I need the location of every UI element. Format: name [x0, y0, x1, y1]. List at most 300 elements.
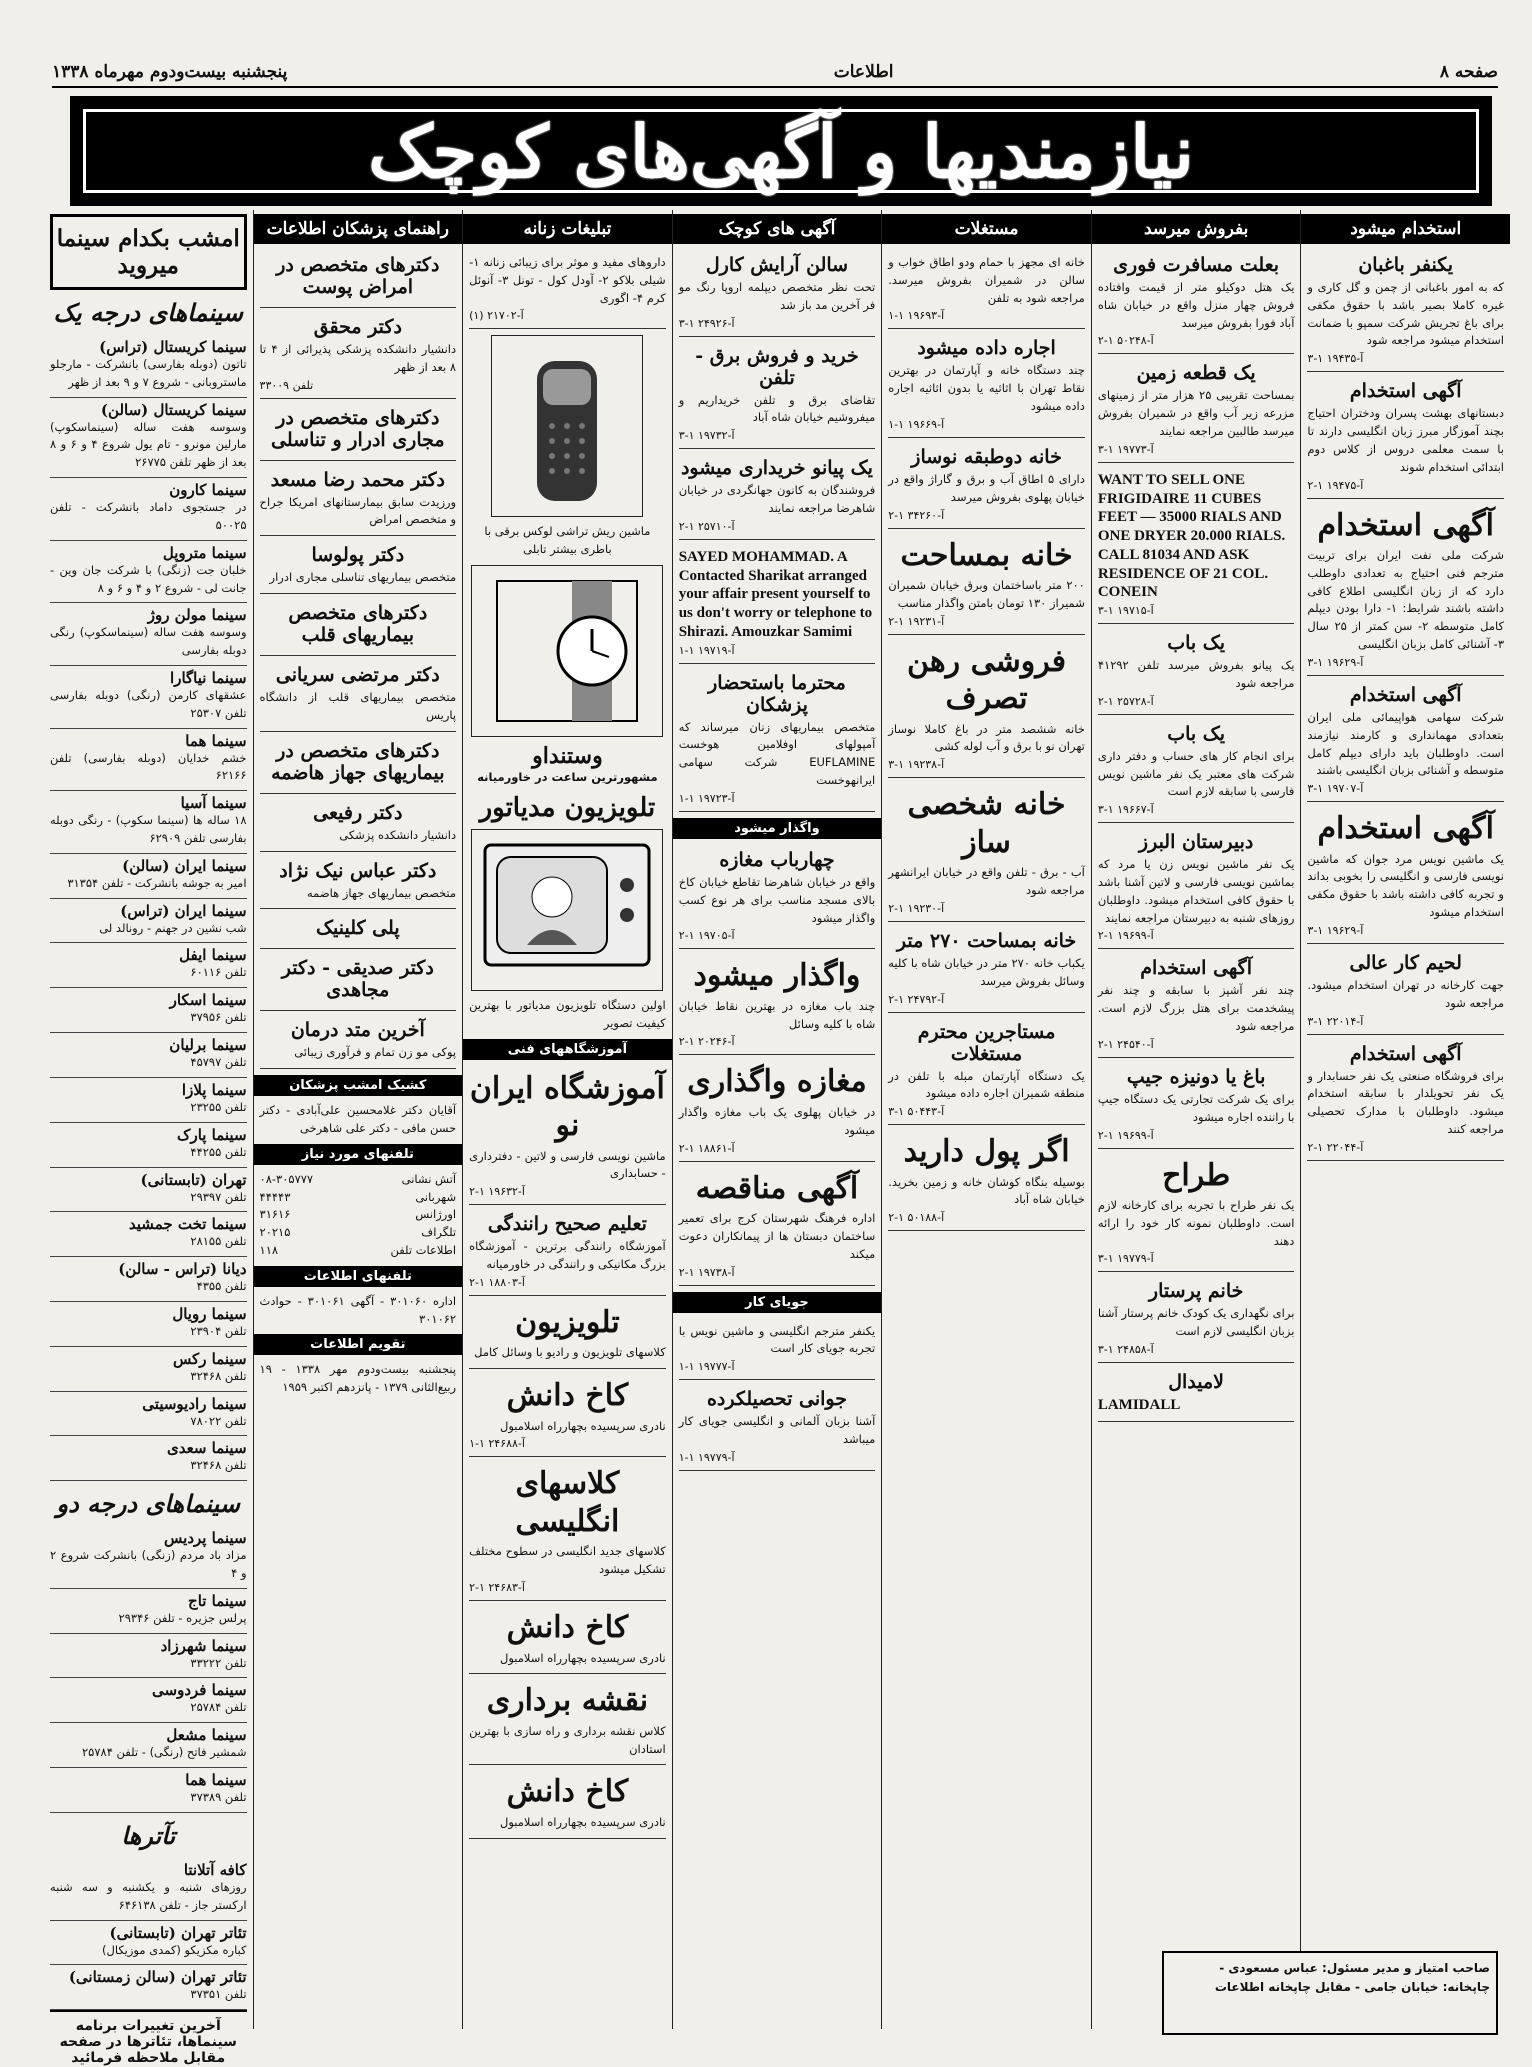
- watch-caption: مشهورترین ساعت در خاورمیانه: [477, 770, 658, 785]
- cinema-listing: [50, 1858, 247, 1921]
- ad-title: دکتر پولوسا: [311, 544, 405, 567]
- ad-title: دکترهای متخصص در مجاری ادرار و تناسلی: [271, 406, 445, 451]
- ad-block: [888, 1129, 1085, 1231]
- column-header: استخدام میشود: [1301, 214, 1510, 244]
- ad-title: جوانی تحصیلکرده: [706, 1388, 847, 1411]
- ad-block: [1098, 250, 1295, 354]
- ad-block: [1307, 948, 1504, 1035]
- cinema-listing: [50, 1212, 247, 1257]
- column-small-ads: [672, 210, 882, 2029]
- ad-block: [260, 465, 457, 537]
- ad-block: [679, 250, 876, 337]
- ad-title: یک باب: [1167, 632, 1226, 655]
- ad-code: ۲-۱ ۲۴۶۸۳-آ: [469, 1581, 525, 1594]
- ad-title: آگهی استخدام: [1349, 1042, 1462, 1065]
- ad-block: [679, 668, 876, 812]
- ad-text: برای نگهداری یک کودک خانم پرستار آشنا بزبان انگلیسی لازم است: [1097, 1306, 1295, 1339]
- cinema-program: تلفن ۳۲۴۶۸: [190, 1368, 247, 1383]
- ad-block: [260, 1015, 457, 1069]
- ad-code: ۲-۱ ۲۲۰۴۴-آ: [1307, 1140, 1364, 1154]
- tv-illustration: [471, 829, 663, 991]
- ad-title: لحیم کار عالی: [1349, 951, 1462, 974]
- cinema-listing: [50, 335, 247, 398]
- ad-text: یک نفر طراح با تجربه برای کارخانه لازم است. داوطلبان نمونه کار خود را ارائه دهند: [1097, 1198, 1295, 1248]
- ad-text: یکنفر مترجم انگلیسی و ماشین نویس با تجربه جویای کار است: [678, 1323, 876, 1356]
- ad-text: متخصص بیماریهای زنان میرساند که آمپولهای اوفلامین هوخست EUFLAMINE شرکت سهامی ایرانهوخست: [678, 719, 876, 788]
- ad-text: دانشیار دانشکده پزشکی پذیرائی از ۴ تا ۸ بعد از ظهر: [259, 342, 457, 374]
- ad-block: [260, 736, 457, 794]
- cinema-program: تلفن ۳۷۳۵۱: [190, 1987, 247, 2002]
- ad-code: ۳-۱ ۱۹۷۰۷-آ: [1307, 782, 1364, 796]
- ad-block: [1098, 358, 1295, 462]
- column-header: راهنمای پزشکان اطلاعات: [254, 214, 463, 244]
- section-header: کشیک امشب پزشکان: [254, 1075, 463, 1096]
- cinema-listing: [50, 1634, 247, 1679]
- ad-code: ۲-۱ ۲۰۲۴۶-آ: [678, 1035, 735, 1049]
- cinema-program: ۱۸ ساله ها (سینما سکوپ) - رنگی دوبله بفارسی تلفن ۶۲۹۰۹: [49, 813, 247, 845]
- cinema-name: سینما کارون: [169, 481, 247, 500]
- ad-title: مغازه واگذاری: [687, 1064, 867, 1100]
- ad-text: فروشندگان به کانون جهانگردی در خیابان شاهرضا مراجعه نمایند: [678, 483, 876, 516]
- ad-title: طراح: [1162, 1157, 1231, 1193]
- column-header: مستغلات: [882, 214, 1091, 244]
- ad-block: [1307, 806, 1504, 944]
- ad-title: محترما باستحضار پزشکان: [708, 671, 846, 716]
- ad-block: [260, 798, 457, 852]
- cinema-list-first-class: [50, 335, 247, 1481]
- ad-text: نادری سرپسیده بچهارراه اسلامبول: [499, 1814, 666, 1829]
- ad-code: ۳-۱ ۲۴۹۲۶-آ: [678, 316, 735, 330]
- column-cinemas: [44, 210, 253, 2067]
- ad-block: [1098, 1062, 1295, 1149]
- cinema-name: سینما ایران (سالن): [122, 856, 247, 875]
- ad-block: [1098, 1276, 1295, 1363]
- section-header: آموزشگاههای فنی: [463, 1039, 672, 1060]
- ad-block: [1098, 467, 1295, 624]
- ad-title: اجاره داده میشود: [917, 337, 1056, 360]
- ad-title: دبیرستان البرز: [1138, 831, 1254, 854]
- ad-block: [260, 250, 457, 308]
- telephone-name: اطلاعات تلفن: [390, 1243, 457, 1257]
- cinema-listing: [50, 478, 247, 541]
- page-header: [52, 58, 1498, 88]
- ad-block: [888, 639, 1085, 779]
- classifieds-banner: [70, 96, 1492, 206]
- cinema-name: سینما هما: [185, 731, 247, 750]
- ad-text: یک پیانو بفروش میرسد تلفن ۴۱۲۹۲ مراجعه شود: [1097, 658, 1295, 690]
- ad-title: کلاسهای انگلیسی: [515, 1466, 620, 1539]
- ad-text: آب - برق - تلفن واقع در خیابان ایرانشهر مراجعه شود: [888, 865, 1085, 898]
- tv-title: تلویزیون مدیاتور: [479, 792, 656, 823]
- cinema-listing: [50, 1768, 247, 1813]
- cinema-program: خشم خدایان (دوبله بفارسی) تلفن ۶۲۱۶۶: [49, 750, 247, 783]
- ad-block: [469, 1605, 666, 1674]
- cinema-listing: [50, 1921, 247, 1966]
- ad-text: دارای ۵ اطاق آب و برق و گاراژ واقع در خیابان پهلوی بفروش میرسد: [888, 471, 1085, 504]
- ad-block: [679, 341, 876, 450]
- ad-text: چند دستگاه خانه و آپارتمان در بهترین نقاط تهران با اثاثیه یا بدون اثاثیه اجاره داده میشود: [888, 363, 1085, 414]
- ad-text: کلاسهای جدید انگلیسی در سطوح مختلف تشکیل میشود: [469, 1544, 666, 1577]
- ad-code: ۳-۱ ۱۹۶۶۷-آ: [1097, 803, 1154, 817]
- ad-block: [260, 913, 457, 949]
- cinema-listing: [50, 1302, 247, 1347]
- ad-code: ۱-۱ ۱۹۷۷۷-آ: [678, 1360, 735, 1374]
- ad-text: تحت نظر متخصص دیپلمه اروپا رنگ مو فر آخرین مد باز شد: [678, 280, 876, 312]
- telephone-name: شهربانی: [415, 1189, 457, 1204]
- banner-title: نیازمندیها و آگهی‌های کوچک: [368, 108, 1194, 194]
- ad-text: نادری سرپسیده بچهارراه اسلامبول: [499, 1418, 666, 1433]
- cinema-name: سینما رادیوسیتی: [142, 1394, 247, 1413]
- cinema-listing: [50, 1678, 247, 1723]
- ad-title: آگهی استخدام: [1349, 380, 1462, 403]
- cinema-program: وسوسه هفت ساله (سینماسکوپ) رنگی دوبله بفارسی: [49, 625, 247, 658]
- on-call-doctors: آقایان دکتر غلامحسین علی‌آبادی - دکتر حسن مافی - دکتر علی شاهرخی: [259, 1103, 457, 1135]
- ad-title: باغ یا دونیزه جیپ: [1126, 1065, 1266, 1088]
- cinema-name: سینما نیاگارا: [170, 668, 247, 687]
- ad-block: [469, 1461, 666, 1601]
- ad-code: ۲-۱ ۱۹۴۷۵-آ: [1307, 478, 1364, 492]
- ad-block: [469, 1678, 666, 1765]
- cinema-program: تلفن ۲۳۲۵۵: [190, 1099, 247, 1114]
- ad-title: خانه بمساحت ۲۷۰ متر: [896, 929, 1077, 952]
- ad-title: یکنفر باغبان: [1358, 254, 1454, 276]
- ad-code: ۱-۱ ۱۹۷۲۳-آ: [678, 791, 735, 805]
- cinema-name: سینما مشعل: [166, 1726, 247, 1745]
- cinema-name: سینما ایفل: [179, 946, 247, 965]
- ad-block: [469, 1066, 666, 1206]
- ad-text: آموزشگاه رانندگی برترین - آموزشگاه بزرگ مکانیکی و رانندگی در خاورمیانه: [469, 1239, 666, 1271]
- ad-block: [469, 1373, 666, 1457]
- ad-block: [1307, 503, 1504, 676]
- ad-block: [888, 926, 1085, 1013]
- ad-text: یکباب خانه ۲۷۰ متر در خیابان شاه با کلیه وسائل بفروش میرسد: [888, 955, 1085, 988]
- ad-title: دکتر محقق: [313, 316, 402, 338]
- cinema-listing: [50, 1033, 247, 1078]
- ad-code: ۳-۱ ۲۴۸۵۸-آ: [1097, 1343, 1154, 1357]
- ad-text: برای انجام کار های حساب و دفتر داری شرکت های معتبر یک نفر ماشین نویس فارسی با سابقه لازم است: [1097, 748, 1295, 799]
- ad-code: ۱-۱ ۱۹۷۱۹-آ: [678, 643, 735, 657]
- telephone-row: [260, 1242, 457, 1260]
- ad-code: ۳-۱ ۵۰۴۴۳-آ: [888, 1105, 945, 1119]
- ad-code: ۲-۱ ۱۹۶۳۲-آ: [469, 1185, 525, 1199]
- cinema-program: در جستجوی داماد بانشرکت - تلفن ۵۰۰۲۵: [49, 500, 247, 532]
- ad-block: [679, 1166, 876, 1286]
- cinema-program: روزهای شنبه و یکشنبه و سه شنبه ارکستر جاز - تلفن ۶۴۶۱۳۸: [49, 1879, 247, 1912]
- ad-title: دکتر صدیقی - دکتر مجاهدی: [281, 957, 434, 1002]
- cinema-name: کافه آتلانتا: [183, 1860, 247, 1879]
- ad-text: برای فروشگاه صنعتی یک نفر حسابدار و یک نفر تحویلدار با سابقه استخدام میشود. داوطلبان با مدارک تحصیلی مراجعه کنند: [1307, 1068, 1504, 1136]
- cinema-listing: [50, 1723, 247, 1768]
- ad-block: [469, 1769, 666, 1838]
- ad-text: چند نفر آشپز با سابقه و چند نفر پیشخدمت برای هتل بزرگ لازم است. مراجعه شود: [1097, 983, 1295, 1034]
- ad-title: کاخ دانش: [506, 1774, 629, 1810]
- cinema-program: تلفن ۶۰۱۱۶: [190, 965, 247, 980]
- telephone-list: [260, 1171, 457, 1260]
- ad-text: نادری سرپسیده بچهارراه اسلامبول: [499, 1650, 666, 1665]
- cinema-name: تئاتر تهران (سالن زمستانی): [68, 1968, 247, 1987]
- ad-code: ۲-۱ ۱۹۲۳۱-آ: [888, 614, 945, 628]
- cinema-listing: [50, 1257, 247, 1302]
- ad-title: کاخ دانش: [506, 1378, 629, 1414]
- ad-title: کاخ دانش: [506, 1610, 629, 1645]
- cinema-name: سینما برلیان: [169, 1036, 247, 1055]
- cinema-program: تاتون (دوبله بفارسی) بانشرکت - مارجلو ماستروبانی - شروع ۷ و ۹ بعد از ظهر: [49, 357, 247, 389]
- ad-title: خانه بمساحت: [900, 537, 1073, 573]
- cinema-program: تلفن ۲۳۹۰۴: [190, 1323, 247, 1338]
- ad-block: [679, 1319, 876, 1381]
- cinema-listing: [50, 1347, 247, 1392]
- cinema-program: خلبان جت (زنگی) با شرکت جان وین - جانت لی - شروع ۲ و ۴ و ۶ و ۸: [49, 562, 247, 595]
- ad-title: تعلیم صحیح رانندگی: [487, 1213, 647, 1236]
- ad-text: یک ماشین نویس مرد جوان که ماشین نویسی فارسی و انگلیسی را بخوبی بداند و تجربه کافی داشته باشد با حقوق مکفی استخدام میشود: [1307, 851, 1504, 920]
- ad-english-text: SAYED MOHAMMAD. A Contacted Sharikat arranged your affair present yourself to us don't worry or telephone to Shirazi. Amouzkar Samimi: [678, 548, 873, 640]
- ad-code: ۲-۱ ۳۴۲۶۰-آ: [888, 508, 945, 522]
- publisher-box: صاحب امتیاز و مدیر مسئول: عباس مسعودی - چاپخانه: خیابان جامی - مقابل چاپخانه اطلاعات: [1162, 1951, 1498, 2035]
- ad-text: خانه ای مجهز با حمام ودو اطاق خواب و سالن در شمیران بفروش میرسد. مراجعه شود به تلفن: [888, 255, 1085, 305]
- ad-block: [888, 1017, 1085, 1126]
- cinema-program: مزاد باد مردم (زنگی) بانشرکت شروع ۲ و ۴: [49, 1548, 247, 1580]
- column-employment: [1300, 210, 1510, 2029]
- telephone-row: [260, 1206, 457, 1224]
- ad-block: [679, 453, 876, 540]
- ad-code: ۲-۱ ۱۹۶۹۹-آ: [1097, 1128, 1154, 1142]
- ad-code: ۲-۱ ۱۸۸۰۳-آ: [469, 1275, 525, 1289]
- ad-block: [1098, 1367, 1295, 1422]
- column-doctors-guide: [253, 210, 463, 2029]
- column-womens-ads: [462, 210, 672, 2029]
- ad-text: چند باب مغازه در بهترین نقاط خیابان شاه با کلیه وسائل: [678, 998, 876, 1031]
- cinema-listing: [50, 729, 247, 792]
- cinema-group-title: سینماهای درجه یک: [53, 298, 243, 327]
- cinema-listing: [50, 398, 247, 478]
- cinema-listing: [50, 899, 247, 944]
- section-header: تلفنهای مورد نیاز: [254, 1144, 463, 1165]
- ad-text: کلاس نقشه برداری و راه سازی با بهترین استادان: [469, 1723, 666, 1756]
- ad-text: یک نفر ماشین نویس زن یا مرد که بماشین نویسی فارسی و لاتین آشنا باشد با حقوق کافی استخدام میشود. داوطلبان روزهای شنبه به دبیرستان مراجعه نمایند: [1097, 857, 1295, 925]
- cinema-name: سینما اسکار: [169, 991, 247, 1010]
- watch-illustration: [471, 565, 663, 737]
- cinema-name: سینما متروپل: [162, 543, 247, 562]
- cinema-program: امیر به جوشه بانشرکت - تلفن ۳۱۳۵۴: [67, 875, 247, 890]
- column-for-sale: [1091, 210, 1301, 2029]
- ad-text: اداره فرهنگ شهرستان کرج برای تعمیر ساختمان دبستان ها از پیمانکاران دعوت میکند: [678, 1211, 876, 1261]
- ad-title: آموزشگاه ایران نو: [469, 1070, 665, 1143]
- cinema-name: سینما پارک: [177, 1125, 247, 1144]
- ad-code: ۲-۱ ۲۵۷۲۸-آ: [1097, 694, 1154, 708]
- ad-title: بعلت مسافرت فوری: [1113, 254, 1280, 276]
- cinema-program: پرلس جزیره - تلفن ۲۹۳۴۶: [118, 1610, 247, 1625]
- ad-code: ۲-۱ ۱۹۶۹۹-آ: [1097, 929, 1154, 943]
- tv-caption: اولین دستگاه تلویزیون مدیاتور با بهترین کیفیت تصویر: [469, 997, 666, 1030]
- shaver-caption: ماشین ریش تراشی لوکس برقی با باطری بیشتر تابلی: [484, 524, 651, 557]
- ad-title: دکتر رفیعی: [313, 801, 403, 824]
- telephone-row: [260, 1224, 457, 1242]
- ad-code: ۱-۱ ۱۹۶۹۳-آ: [888, 309, 945, 323]
- column-header: آگهی های کوچک: [673, 214, 882, 244]
- ad-title: واگذار میشود: [693, 958, 861, 994]
- ad-block: [888, 533, 1085, 635]
- shaver-icon: [507, 341, 627, 511]
- info-phones: اداره ۳۰۱۰۶۰ - آگهی ۳۰۱۰۶۱ - حوادث ۳۰۱۰۶۲: [259, 1293, 457, 1326]
- theater-group-title: تآترها: [121, 1820, 176, 1850]
- ad-title: خانه دوطبقه نوساز: [911, 445, 1062, 468]
- ad-text: داروهای مفید و موثر برای زیبائی زنانه ۱- شیلی بلاکو ۲- آودل کول - تونل ۳- آنوئل کرم ۴- اگوری: [469, 255, 666, 305]
- ad-text: برای یک شرکت تجارتی یک دستگاه جیپ با راننده اجاره میشود: [1097, 1091, 1295, 1124]
- cinema-name: سینما ایران (تراس): [120, 901, 247, 920]
- ad-block: [1307, 1039, 1504, 1161]
- ad-title: یک پیانو خریداری میشود: [680, 457, 873, 480]
- ad-title: آخرین متد درمان: [290, 1019, 425, 1042]
- cinema-footer-note: آخرین تغییرات برنامه سینماها، تئاترها در صفحه مقابل ملاحظه فرمائید: [50, 2010, 247, 2066]
- ad-text: پوکی مو زن تمام و فرآوری زیبائی: [294, 1045, 457, 1060]
- ad-code: ۲-۱ ۵۰۱۸۸-آ: [888, 1211, 945, 1225]
- ad-text: آشنا بزبان آلمانی و انگلیسی جویای کار میباشد: [678, 1414, 876, 1446]
- ad-english-text: WANT TO SELL ONE FRIGIDAIRE 11 CUBES FEET — 35000 RIALS AND ONE DRYER 20.000 RIALS. CALL 81034 AND ASK RESIDENCE OF 21 COL. CONEIN: [1097, 471, 1286, 601]
- ad-title: تلویزیون: [515, 1304, 620, 1340]
- ad-title: دکترهای متخصص بیماریهای قلب: [288, 602, 428, 647]
- ad-code: ۲-۱ ۲۵۷۱۰-آ: [678, 519, 735, 533]
- ad-code: تلفن ۳۳۰۰۹: [259, 378, 314, 392]
- cinema-name: سینما پلازا: [181, 1080, 247, 1099]
- cinema-group-title: سینماهای درجه دو: [56, 1489, 240, 1519]
- ad-block: [888, 782, 1085, 922]
- cinema-name: سینما رویال: [172, 1304, 247, 1323]
- cinema-listing: [50, 1436, 247, 1481]
- ad-title: یک باب: [1167, 722, 1226, 745]
- paper-name: اطلاعات: [833, 62, 894, 82]
- ad-code: ۲-۱ ۲۴۷۹۲-آ: [888, 992, 945, 1006]
- ad-block: [260, 660, 457, 732]
- cinema-program: تلفن ۲۹۳۹۷: [190, 1189, 247, 1204]
- section-header: تقویم اطلاعات: [254, 1334, 463, 1355]
- cinema-program: تلفن ۳۳۲۲۲: [190, 1655, 247, 1670]
- ad-title: اگر پول دارید: [903, 1134, 1070, 1170]
- ad-title: آگهی استخدام: [1349, 683, 1462, 706]
- ad-code: (۱) ۲۱۷۰۲-آ: [469, 309, 524, 323]
- ad-block: [679, 1059, 876, 1161]
- cinema-listing: [50, 1123, 247, 1168]
- cinema-list-second-class: [50, 1526, 247, 1813]
- cinema-program: شب نشین در جهنم - رونالد لی: [99, 920, 247, 935]
- telephone-row: [260, 1171, 457, 1189]
- cinema-name: سینما تاج: [188, 1591, 247, 1610]
- cinema-listing: [50, 1965, 247, 2010]
- ad-block: [469, 1300, 666, 1369]
- ad-code: ۲-۱ ۱۸۸۶۱-آ: [678, 1141, 735, 1155]
- ad-code: ۲-۱ ۲۴۵۴۰-آ: [1097, 1037, 1154, 1051]
- column-header: بفروش میرسد: [1092, 214, 1301, 244]
- ad-text: متخصص بیماریهای جهاز هاضمه: [307, 885, 457, 900]
- ad-block: [1307, 376, 1504, 498]
- cinema-listing: [50, 1526, 247, 1589]
- issue-date: پنجشنبه بیست‌ودوم مهرماه ۱۳۳۸: [52, 62, 288, 82]
- ad-text: دانشیار دانشکده پزشکی: [339, 827, 457, 842]
- cinema-program: کباره مکزیکو (کمدی موزیکال): [101, 1942, 247, 1957]
- ad-title: پلی کلینیک: [316, 917, 400, 940]
- ad-block: [260, 598, 457, 656]
- ad-block: [260, 953, 457, 1011]
- ad-text: یک دستگاه آپارتمان مبله با تلفن در منطقه شمیران اجاره داده میشود: [888, 1068, 1085, 1101]
- ad-text: یک هتل دوکیلو متر از قیمت وافتاده فروش چهار منزل واقع در خیابان شاه آباد فورا بفروش میرسد: [1097, 280, 1295, 330]
- ad-code: ۳-۱ ۱۹۲۳۸-آ: [888, 758, 945, 772]
- cinema-listing: [50, 1392, 247, 1437]
- ad-code: ۳-۱ ۱۹۷۱۵-آ: [1097, 604, 1154, 618]
- ad-title: فروشی رهن تصرف: [906, 643, 1067, 717]
- ad-code: ۳-۱ ۱۹۷۷۳-آ: [1097, 442, 1154, 456]
- television-icon: [477, 835, 657, 985]
- ad-block: [260, 403, 457, 461]
- telephone-name: آتش نشانی: [401, 1171, 457, 1186]
- ad-block: [888, 250, 1085, 329]
- cinema-name: سینما تخت جمشید: [128, 1215, 247, 1234]
- ad-code: ۳-۱ ۱۹۶۲۹-آ: [1307, 655, 1364, 669]
- ad-title: چهارباب مغازه: [719, 848, 835, 871]
- ad-code: ۱-۱ ۱۹۶۶۹-آ: [888, 417, 945, 431]
- telephone-number: ۲۰۲۱۵: [259, 1225, 291, 1240]
- cinema-header: امشب بکدام سینما میروید: [50, 214, 247, 290]
- ad-block: [1307, 250, 1504, 372]
- shaver-illustration: [491, 335, 643, 517]
- telephone-row: [260, 1189, 457, 1207]
- ad-block: [469, 1209, 666, 1296]
- cinema-name: سینما کریستال (سالن): [100, 400, 247, 419]
- telephone-number: ۳۱۶۱۶: [259, 1207, 291, 1222]
- ad-text: ماشین نویسی فارسی و لاتین - دفترداری - حسابداری: [469, 1148, 666, 1181]
- telephone-number: ۴۴۴۴۳: [259, 1189, 291, 1204]
- cinema-name: سینما فردوسی: [152, 1681, 247, 1700]
- telephone-name: تلگراف: [421, 1225, 457, 1240]
- cinema-name: تئاتر تهران (تابستانی): [109, 1923, 247, 1942]
- ad-block: [469, 250, 666, 329]
- ad-block: [260, 312, 457, 399]
- ad-title: سالن آرایش کارل: [705, 254, 849, 276]
- cinema-program: تلفن ۴۴۲۵۵: [190, 1144, 247, 1159]
- ad-code: ۳-۱ ۱۹۴۳۵-آ: [1307, 352, 1364, 366]
- cinema-name: سینما مولن روژ: [147, 606, 247, 625]
- cinema-name: سینما کریستال (تراس): [99, 338, 247, 356]
- ad-code: ۳-۱ ۱۹۶۲۹-آ: [1307, 923, 1364, 937]
- ad-code: ۳-۱ ۲۲۰۱۴-آ: [1307, 1014, 1364, 1028]
- section-header: واگذار میشود: [673, 818, 882, 839]
- ad-title: نقشه برداری: [486, 1683, 649, 1719]
- ad-title: دکتر مرتضی سریانی: [275, 664, 440, 687]
- ad-text: جهت کارخانه در تهران استخدام میشود. مراجعه شود: [1307, 977, 1504, 1010]
- cinema-program: تلفن ۳۷۳۸۹: [190, 1790, 247, 1805]
- ad-code: ۲-۱ ۵۰۲۴۸-آ: [1097, 334, 1154, 348]
- ad-text: کلاسهای تلویزیون و رادیو با وسائل کامل: [474, 1345, 666, 1360]
- cinema-name: سینما هما: [185, 1771, 247, 1790]
- ad-title: دکترهای متخصص در امراض پوست: [276, 254, 440, 298]
- cinema-name: دیانا (تراس - سالن): [118, 1260, 247, 1279]
- ad-block: [679, 845, 876, 949]
- ad-english-text: LAMIDALL: [1097, 1397, 1181, 1414]
- ad-block: [679, 1384, 876, 1471]
- ad-text: متخصص بیماریهای تناسلی مجاری ادرار: [269, 570, 457, 585]
- ad-text: که به امور باغبانی از چمن و گل کاری و غیره کاملا بصیر باشد با حقوق مکفی برای باغ تجریش شرکت سمپو با ضمانت استخدام میشود مراجعه شود: [1307, 280, 1504, 348]
- cinema-listing: [50, 666, 247, 729]
- ad-block: [679, 544, 876, 664]
- ad-text: ۲۰۰ متر باساختمان وبرق خیابان شمیران شمیراز ۱۳۰ تومان بامتن واگذار مناسب: [888, 578, 1085, 610]
- ad-block: [888, 442, 1085, 529]
- ad-text: دبستانهای بهشت پسران ودختران احتیاج بچند آموزگار مبرز زبان انگلیسی دارند تا با سمت معلمی دروس از کلاس دوم ابتدائی استخدام شوند: [1307, 406, 1504, 474]
- cinema-listing: [50, 854, 247, 899]
- cinema-program: وسوسه هفت ساله (سینماسکوپ) مارلین مونرو - تام یول شروع ۴ و ۶ و ۸ بعد از ظهر تلفن ۲۶۷۷۵: [49, 419, 247, 470]
- page-number: صفحه ۸: [1439, 62, 1498, 82]
- ad-text: بمساحت تقریبی ۲۵ هزار متر از زمینهای مزرعه زیر آب واقع در شمیران بفروش میرسد طالبین مراجعه نمایند: [1097, 388, 1295, 439]
- ad-title: آگهی استخدام: [1317, 507, 1494, 543]
- ad-text: خانه ششصد متر در باغ کاملا نوساز تهران نو با برق و آب لوله کشی: [888, 721, 1085, 754]
- ad-text: ورزیدت سابق بیمارستانهای امریکا جراح و متخصص امراض: [259, 494, 457, 527]
